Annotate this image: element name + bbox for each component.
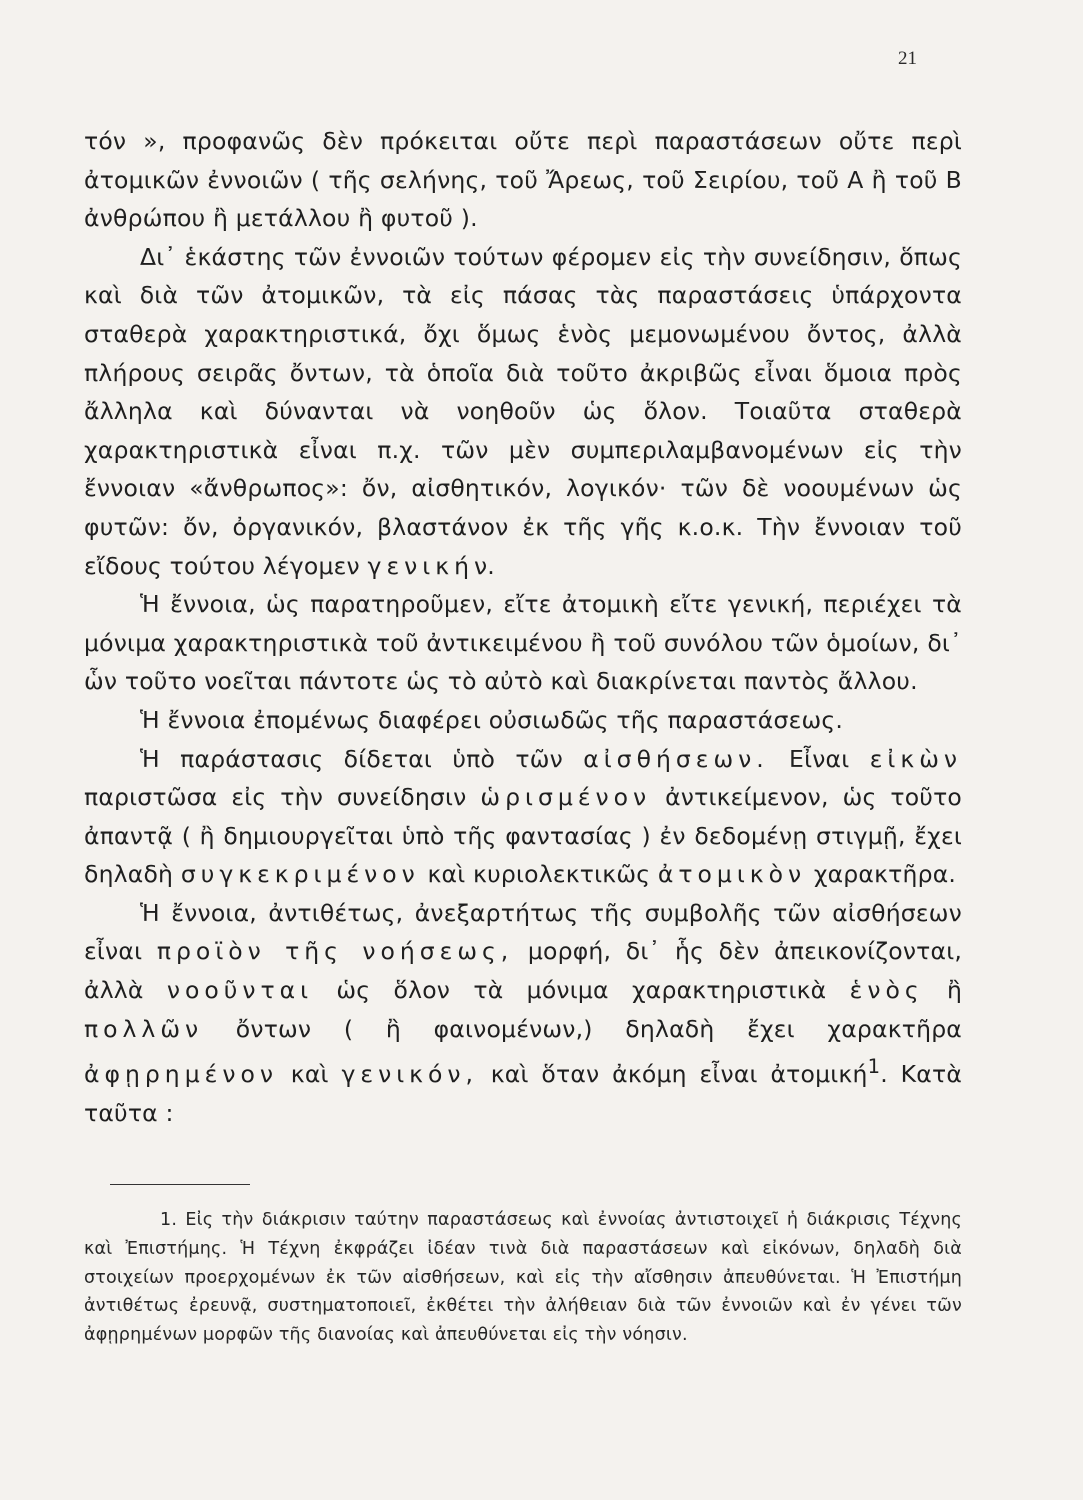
paragraph-5-text-a: Ἡ παράστασις δίδεται ὑπὸ τῶν (140, 744, 563, 773)
footnote-1: 1. Εἰς τὴν διάκρισιν ταύτην παραστάσεως καὶ ἐννοίας ἀντιστοιχεῖ ἡ διάκρισις Τέχνης καὶ Ἐπιστήμης. Ἡ Τέχνη ἐκφράζει ἰδέαν τινὰ διὰ παραστάσεων καὶ εἰκόνων, δηλαδὴ διὰ στοιχείων προερχομένων ἐκ τῶν αἰσθήσεων, καὶ εἰς τὴν αἴσθησιν ἀπευθύνεται. Ἡ Ἐπιστήμη ἀντιθέτως ἐρευνᾷ, συστηματοποιεῖ, ἐκθέτει τὴν ἀλήθειαν διὰ τῶν ἐννοιῶν καὶ ἐν γένει τῶν ἀφῃρημένων μορφῶν τῆς διανοίας καὶ ἀπευθύνεται εἰς τὴν νόησιν. (84, 1210, 962, 1346)
paragraph-5-text-g: ἀντικείμενον, ὡς τοῦτο ἀπαντᾷ ( ἢ δημιουργεῖται ὑπὸ τῆς φαντασίας ) ἐν δεδομένῃ στιγμῇ, ἔχει δηλαδὴ (84, 783, 963, 889)
paragraph-6-text-k: καὶ (290, 1060, 329, 1089)
paragraph-5-text-i: καὶ κυριολεκτικῶς (427, 860, 651, 889)
spaced-term-proion-noiseos: προϊὸν τῆς νοήσεως, (156, 937, 514, 966)
spaced-term-aistheseon: αἰσθήσεων. (583, 744, 769, 773)
paragraph-2-text: Δι᾽ ἑκάστης τῶν ἐννοιῶν τούτων φέρομεν εἰς τὴν συνείδησιν, ὅπως καὶ διὰ τῶν ἀτομικῶν, τὰ εἰς πάσας τὰς παραστάσεις ὑπάρχοντα σταθερὰ χαρακτηριστικά, ὄχι ὅμως ἑνὸς μεμονωμένου ὄντος, ἀλλὰ πλήρους σειρᾶς ὄντων, τὰ ὁποῖα διὰ τοῦτο ἀκριβῶς εἶναι ὅμοια πρὸς ἄλληλα καὶ δύνανται νὰ νοηθοῦν ὡς ὅλον. Τοιαῦτα σταθερὰ χαρακτηριστικὰ εἶναι π.χ. τῶν μὲν συμπεριλαμβανομένων εἰς τὴν ἔννοιαν «ἄνθρωπος»: ὄν, αἰσθητικόν, λογικόν· τῶν δὲ νοουμένων ὡς φυτῶν: ὄν, ὀργανικόν, βλαστάνον ἐκ τῆς γῆς κ.ο.κ. Τὴν ἔννοιαν τοῦ εἴδους τούτου λέγομεν (84, 242, 962, 580)
paragraph-6-text-m: καὶ ὅταν ἀκόμη εἶναι ἀτομική (490, 1060, 868, 1089)
paragraph-5-text-k: χαρακτῆρα. (813, 860, 957, 889)
spaced-term-orismenon: ὡρισμένον (480, 783, 652, 812)
paragraph-6-text-a: Ἡ ἔννοια, ἀντιθέτως, ἀνεξαρτήτως τῆς συμβολῆς τῶν αἰσθήσεων εἶναι (84, 898, 962, 966)
paragraph-2 (84, 238, 962, 585)
spaced-term-afirimenon: ἀφῃρημένον (84, 1060, 278, 1089)
spaced-term-eikon: εἰκὼν (869, 744, 963, 773)
paragraph-6-text-e: ὡς ὅλον τὰ μόνιμα χαρακτηριστικὰ (336, 976, 827, 1005)
page-number: 21 (898, 48, 917, 69)
paragraph-6-text-c: μορφή, δι᾽ ἧς δὲν ἀπεικονίζονται, ἀλλὰ (84, 937, 963, 1005)
paragraph-1: τόν », προφανῶς δὲν πρόκειται οὔτε περὶ παραστάσεων οὔτε περὶ ἀτομικῶν ἐννοιῶν ( τῆς σελήνης, τοῦ Ἄρεως, τοῦ Σειρίου, τοῦ Α ἢ τοῦ Β ἀνθρώπου ἢ μετάλλου ἢ φυτοῦ ). (84, 127, 962, 233)
spaced-term-sygkekrimenon: συγκεκριμένον (180, 860, 420, 889)
paragraph-5 (84, 740, 962, 894)
paragraph-5-text-e: παριστῶσα εἰς τὴν συνείδησιν (84, 783, 467, 812)
spaced-term-atomikon: ἀτομικὸν (657, 860, 807, 889)
paragraph-6-text-i: ὄντων ( ἢ φαινομένων,) δηλαδὴ ἔχει χαρακτῆρα (235, 1014, 963, 1043)
footnote-divider (110, 1184, 250, 1185)
paragraph-6 (84, 894, 962, 1132)
spaced-term-geniki: γενική (367, 551, 474, 580)
spaced-term-pollon: πολλῶν (84, 1014, 204, 1043)
paragraph-6-text-g: ἢ (946, 976, 963, 1005)
paragraph-2-end: ν. (473, 551, 495, 580)
footnote-marker: 1 (867, 1055, 881, 1079)
paragraph-6-text-n: . Κατὰ ταῦτα : (84, 1060, 963, 1127)
main-text (84, 122, 962, 1132)
paragraph-4: Ἡ ἔννοια ἐπομένως διαφέρει οὐσιωδῶς τῆς παραστάσεως. (140, 705, 844, 734)
spaced-term-genikon: γενικόν, (341, 1060, 478, 1089)
paragraph-5-text-c: Εἶναι (789, 744, 850, 773)
spaced-term-enos: ἑνὸς (849, 976, 924, 1005)
spaced-term-noountai: νοοῦνται (166, 976, 314, 1005)
paragraph-3: Ἡ ἔννοια, ὡς παρατηροῦμεν, εἴτε ἀτομικὴ εἴτε γενική, περιέχει τὰ μόνιμα χαρακτηριστικὰ τοῦ ἀντικειμένου ἢ τοῦ συνόλου τῶν ὁμοίων, δι᾽ ὧν τοῦτο νοεῖται πάντοτε ὡς τὸ αὐτὸ καὶ διακρίνεται παντὸς ἄλλου. (84, 590, 962, 696)
